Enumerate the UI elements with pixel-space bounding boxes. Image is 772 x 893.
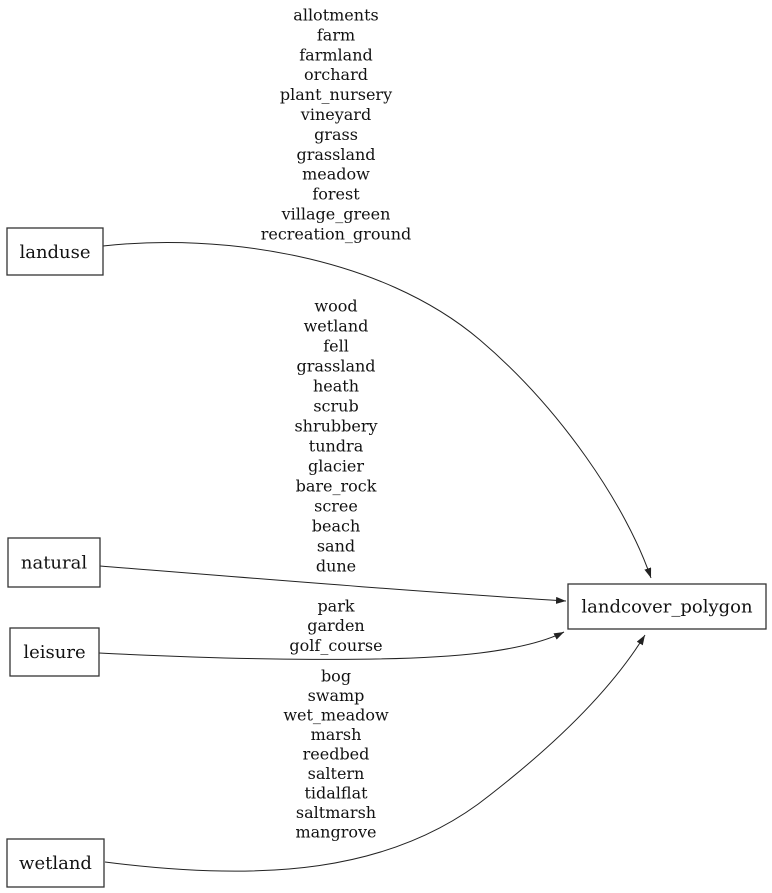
edge-label-wetland xyxy=(283,667,389,842)
edge-label-line: vineyard xyxy=(300,105,372,124)
edge-label-line: recreation_ground xyxy=(260,224,412,244)
edge-label-line: wet_meadow xyxy=(283,705,389,725)
edge-label-line: shrubbery xyxy=(294,416,378,436)
edge-landuse-to-landcover xyxy=(103,243,651,578)
edge-label-line: village_green xyxy=(281,204,391,224)
edge-label-line: sand xyxy=(316,536,356,556)
edge-label-line: marsh xyxy=(310,725,362,744)
node-wetland xyxy=(7,839,104,887)
edge-label-line: grass xyxy=(314,124,358,144)
edge-label-line: grassland xyxy=(296,144,376,164)
edge-label-line: grassland xyxy=(296,356,376,376)
edge-label-line: tundra xyxy=(308,436,364,456)
node-label-leisure: leisure xyxy=(23,642,86,663)
edge-label-line: plant_nursery xyxy=(279,85,393,105)
edge-label-landuse xyxy=(261,6,412,244)
edge-label-line: bog xyxy=(320,666,352,686)
node-landcover-polygon xyxy=(568,584,766,629)
edge-label-line: bare_rock xyxy=(295,476,377,496)
edge-label-line: scrub xyxy=(313,396,359,416)
edge-label-natural xyxy=(294,297,377,576)
edge-label-line: wetland xyxy=(303,316,369,336)
edge-label-line: swamp xyxy=(307,686,365,705)
edge-label-line: park xyxy=(317,596,355,616)
edge-label-line: meadow xyxy=(302,164,370,184)
edge-label-line: forest xyxy=(312,184,360,204)
edge-label-line: beach xyxy=(311,516,361,536)
edge-label-line: farm xyxy=(316,25,356,45)
edge-label-line: allotments xyxy=(293,5,379,25)
node-leisure xyxy=(10,628,99,676)
edge-label-line: dune xyxy=(315,556,357,576)
edge-label-line: golf_course xyxy=(289,635,383,655)
node-label-landuse: landuse xyxy=(19,242,91,263)
node-natural xyxy=(8,538,100,587)
edge-label-line: fell xyxy=(323,336,349,356)
edge-label-line: orchard xyxy=(304,65,368,85)
node-landuse xyxy=(7,228,103,275)
node-label-natural: natural xyxy=(20,552,88,574)
node-label-landcover-polygon: landcover_polygon xyxy=(581,596,753,618)
edge-label-line: reedbed xyxy=(302,744,370,764)
edge-label-line: mangrove xyxy=(295,822,377,842)
edge-label-leisure xyxy=(289,597,382,655)
edge-label-line: wood xyxy=(314,296,358,316)
edge-label-line: saltern xyxy=(307,764,365,783)
edge-label-line: tidalflat xyxy=(304,783,368,803)
edge-path-landuse xyxy=(103,243,651,578)
edge-label-line: heath xyxy=(312,376,360,396)
edge-label-line: saltmarsh xyxy=(295,803,377,822)
edge-label-line: farmland xyxy=(299,45,373,65)
edge-label-line: scree xyxy=(314,496,358,516)
edge-label-line: garden xyxy=(307,616,365,636)
node-label-wetland: wetland xyxy=(19,853,92,874)
edge-label-line: glacier xyxy=(307,456,365,476)
